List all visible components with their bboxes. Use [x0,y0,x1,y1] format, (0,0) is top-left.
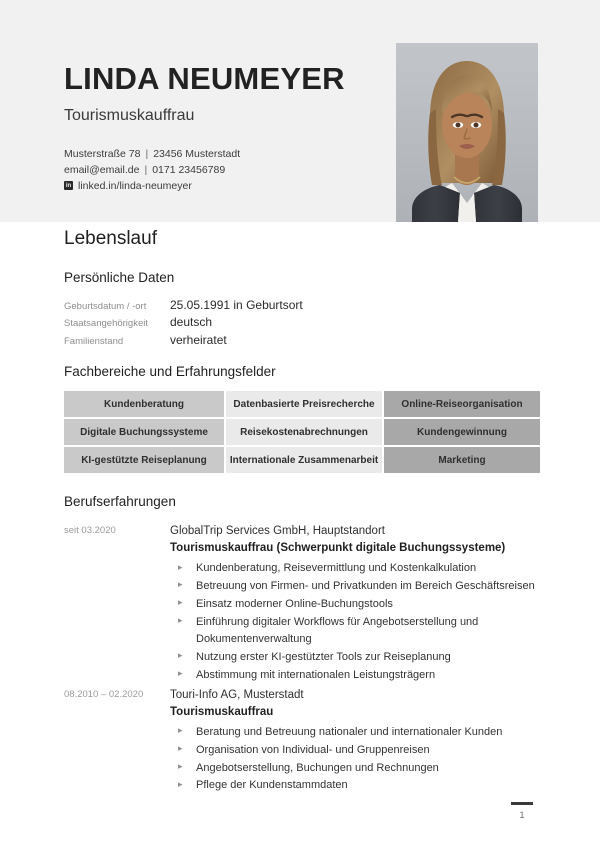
skill-tag: Digitale Buchungssysteme [64,419,224,445]
separator: | [145,148,149,160]
experience-bullets [170,560,536,684]
list-item: ▸ Abstimmung mit internationalen Leistungsträgern [170,667,536,684]
email-phone-line [64,162,240,178]
personal-data-rows [64,297,536,349]
list-item: ▸ Organisation von Individual- und Gruppenreisen [170,742,536,759]
experience-role: Tourismuskauffrau [170,705,274,718]
experience-entry [64,687,536,796]
personal-data-row [64,314,536,331]
section-heading-skills: Fachbereiche und Erfahrungsfelder [64,364,276,379]
experience-details [170,687,536,796]
avatar [396,43,538,222]
footer-content [502,802,542,821]
skill-tag: Marketing [384,447,540,473]
personal-data-row [64,332,536,349]
skills-grid [64,391,536,473]
linkedin-row[interactable] [64,180,240,192]
street-address: Musterstraße 78 [64,148,141,160]
field-label: Familienstand [64,335,124,347]
field-label: Geburtsdatum / -ort [64,301,147,312]
experience-company: GlobalTrip Services GmbH, Hauptstandort [170,525,385,537]
skill-tag: KI-gestützte Reiseplanung [64,447,224,473]
address-line [64,146,240,162]
field-value: verheiratet [170,332,227,347]
list-item: ▸ Beratung und Betreuung nationaler und internationaler Kunden [170,724,536,741]
header-band [0,0,600,222]
experience-list [64,523,536,795]
experience-details [170,523,536,685]
list-item: ▸ Kundenberatung, Reisevermittlung und Kostenkalkulation [170,560,536,577]
section-skills [64,364,536,473]
footer-divider [511,802,533,805]
linkedin-icon: in [65,182,72,189]
email-address[interactable]: email@email.de [64,164,140,177]
experience-entry [64,523,536,685]
document-heading: Lebenslauf [64,228,157,249]
skill-tag: Kundengewinnung [384,419,540,445]
field-value: deutsch [170,315,213,330]
phone-number: 0171 23456789 [152,164,226,177]
skill-tag: Online-Reiseorganisation [384,391,540,417]
contact-block [64,146,240,192]
personal-data-row [64,297,536,314]
job-title: Tourismuskauffrau [64,107,195,124]
list-item: ▸ Einführung digitaler Workflows für Angebotserstellung und Dokumentenverwaltung [170,614,536,649]
skill-tag: Datenbasierte Preisrecherche [226,391,382,417]
experience-company: Touri-Info AG, Musterstadt [170,688,304,701]
section-personal-data [64,270,536,349]
skill-tag: Reisekostenabrechnungen [226,419,382,445]
section-heading-experience: Berufserfahrungen [64,494,176,509]
list-item: ▸ Angebotserstellung, Buchungen und Rechnungen [170,760,536,777]
experience-date: seit 03.2020 [64,525,116,536]
separator: | [144,164,148,177]
skill-tag: Kundenberatung [64,391,224,417]
experience-date: 08.2010 – 02.2020 [64,688,144,700]
list-item: ▸ Pflege der Kundenstammdaten [170,777,536,794]
skill-tag: Internationale Zusammenarbeit [226,447,382,473]
section-experience [64,494,536,797]
section-heading-personal: Persönliche Daten [64,270,175,285]
page-number: 1 [519,810,525,821]
experience-role: Tourismuskauffrau (Schwerpunkt digitale Buchungssysteme) [170,542,506,555]
list-item: ▸ Einsatz moderner Online-Buchungstools [170,596,536,613]
city-address: 23456 Musterstadt [153,148,241,160]
list-item: ▸ Nutzung erster KI-gestützter Tools zur Reiseplanung [170,649,536,666]
linkedin-url[interactable]: linked.in/linda-neumeyer [78,179,192,192]
list-item: ▸ Betreuung von Firmen- und Privatkunden im Bereich Geschäftsreisen [170,578,536,595]
field-value: 25.05.1991 in Geburtsort [170,298,303,312]
experience-bullets [170,724,536,795]
field-label: Staatsangehörigkeit [64,318,148,330]
page-title: LINDA NEUMEYER [64,61,345,96]
